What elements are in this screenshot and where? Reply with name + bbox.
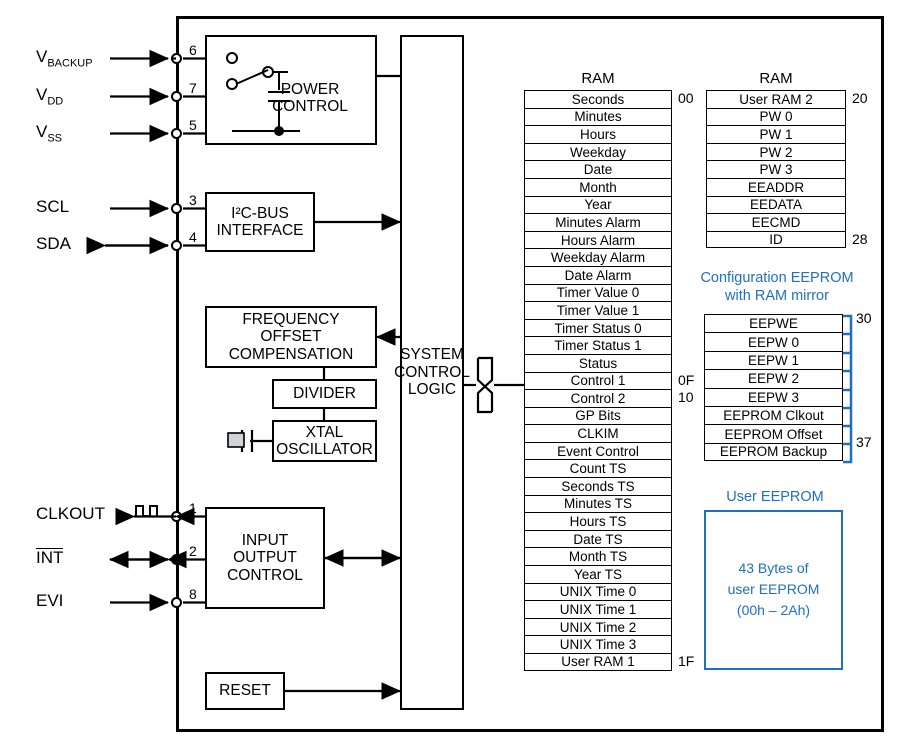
ram-main-row: Control 1	[524, 372, 672, 390]
config-eeprom-address-30: 30	[856, 310, 872, 326]
config-eeprom-row: EEPW 0	[704, 332, 843, 350]
ram-main-row: Event Control	[524, 442, 672, 460]
ram-main-row: Seconds	[524, 90, 672, 108]
signal-label-int: INT	[36, 548, 64, 567]
ram-main-row: GP Bits	[524, 407, 672, 425]
ram-main-row: UNIX Time 1	[524, 600, 672, 618]
ram-main-row: Hours Alarm	[524, 231, 672, 249]
ram-main-row: Status	[524, 354, 672, 372]
block-system-control-logic	[394, 35, 470, 710]
signal-label-vss: $V_{SS}$	[36, 122, 63, 145]
block-i2c-interface-label: I²C-BUS INTERFACE	[216, 204, 304, 239]
config-eeprom-row: EEPW 1	[704, 351, 843, 369]
ram-main-row: Date	[524, 160, 672, 178]
config-eeprom-title-line1: Configuration EEPROM	[700, 270, 854, 286]
user-eeprom-body	[706, 558, 841, 621]
user-eeprom-line2: user EEPROM	[727, 581, 820, 597]
ram-second-row: PW 1	[706, 125, 846, 143]
ram-main-row: Month TS	[524, 547, 672, 565]
ram-main-title: RAM	[581, 70, 615, 87]
ram-main-row: Date TS	[524, 530, 672, 548]
ram-second-title: RAM	[759, 70, 793, 87]
user-eeprom-box	[704, 510, 843, 670]
ram-main-row: User RAM 1	[524, 653, 672, 671]
config-eeprom-column	[704, 314, 843, 461]
config-eeprom-row: EEPW 3	[704, 388, 843, 406]
block-xtal-oscillator-label: XTAL OSCILLATOR	[276, 423, 373, 458]
pin-6	[171, 53, 182, 64]
ram-second-column	[706, 70, 846, 248]
signal-label-vdd: $V_{DD}$	[36, 85, 64, 108]
pin-1	[171, 511, 182, 522]
pin-number-5: 5	[189, 117, 197, 133]
signal-label-vbackup: $V_{BACKUP}$	[36, 47, 93, 70]
ram-main-address: 1F	[678, 653, 695, 670]
pin-3	[171, 203, 182, 214]
config-eeprom-address-37: 37	[856, 434, 872, 450]
ram-main-row: CLKIM	[524, 424, 672, 442]
ram-main-row: Timer Value 0	[524, 284, 672, 302]
pin-number-7: 7	[189, 80, 197, 96]
ram-main-row: Control 2	[524, 389, 672, 407]
ram-second-address: 28	[852, 230, 868, 247]
pin-number-6: 6	[189, 42, 197, 58]
pin-7	[171, 91, 182, 102]
ram-main-row: Timer Value 1	[524, 301, 672, 319]
block-divider	[272, 379, 377, 409]
block-frequency-offset	[205, 306, 377, 368]
pin-number-3: 3	[189, 192, 197, 208]
ram-main-row: UNIX Time 3	[524, 635, 672, 653]
user-eeprom-title: User EEPROM	[726, 489, 824, 505]
ram-main-row: Timer Status 1	[524, 336, 672, 354]
signal-label-scl: SCL	[36, 197, 70, 216]
pin-number-1: 1	[189, 500, 197, 516]
config-eeprom-row: EEPW 2	[704, 369, 843, 387]
ram-main-row: Weekday	[524, 143, 672, 161]
ram-main-row: Month	[524, 178, 672, 196]
ram-main-row: Minutes	[524, 108, 672, 126]
ram-second-row: ID	[706, 231, 846, 249]
config-eeprom-row: EEPWE	[704, 314, 843, 332]
block-system-control-logic-label: SYSTEM CONTROL LOGIC	[394, 346, 470, 399]
ram-second-address: 20	[852, 90, 868, 106]
ram-second-row: EEADDR	[706, 178, 846, 196]
ram-second-row: PW 3	[706, 160, 846, 178]
ram-main-row: Hours TS	[524, 512, 672, 530]
ram-main-row: Weekday Alarm	[524, 248, 672, 266]
ram-main-row: Minutes TS	[524, 495, 672, 513]
block-io-control-label: INPUT OUTPUT CONTROL	[227, 531, 303, 584]
ram-main-row: Year	[524, 196, 672, 214]
block-xtal-oscillator	[272, 420, 377, 462]
pin-4	[171, 240, 182, 251]
ram-second-row: PW 2	[706, 143, 846, 161]
config-eeprom-title-line2: with RAM mirror	[725, 288, 829, 304]
block-reset	[205, 672, 285, 710]
ram-main-row: Count TS	[524, 459, 672, 477]
user-eeprom-line1: 43 Bytes of	[738, 560, 809, 576]
block-frequency-offset-label: FREQUENCY OFFSET COMPENSATION	[228, 310, 354, 363]
block-reset-label: RESET	[219, 682, 271, 700]
ram-main-address: 00	[678, 90, 694, 106]
ram-second-row: EEDATA	[706, 196, 846, 214]
signal-label-clkout: CLKOUT	[36, 504, 105, 523]
block-power-control	[205, 35, 377, 145]
ram-main-row: UNIX Time 2	[524, 618, 672, 636]
config-eeprom-row: EEPROM Backup	[704, 443, 843, 461]
block-power-control-label: POWER CONTROL	[272, 81, 348, 116]
ram-second-row: EECMD	[706, 213, 846, 231]
ram-main-column	[524, 70, 672, 671]
config-eeprom-row: EEPROM Clkout	[704, 406, 843, 424]
ram-main-row: Timer Status 0	[524, 319, 672, 337]
pin-number-8: 8	[189, 586, 197, 602]
block-divider-label: DIVIDER	[293, 385, 356, 403]
user-eeprom-line3: (00h – 2Ah)	[736, 602, 811, 618]
ram-main-row: Date Alarm	[524, 266, 672, 284]
signal-label-evi: EVI	[36, 591, 64, 610]
pin-5	[171, 128, 182, 139]
ram-main-row: Year TS	[524, 565, 672, 583]
pin-2	[171, 554, 182, 565]
ram-main-row: Hours	[524, 125, 672, 143]
pin-number-4: 4	[189, 229, 197, 245]
block-io-control	[205, 507, 325, 609]
ram-main-address: 0F	[678, 371, 695, 388]
pin-8	[171, 597, 182, 608]
ram-main-address: 10	[678, 389, 694, 406]
ram-main-row: Minutes Alarm	[524, 213, 672, 231]
pin-number-2: 2	[189, 543, 197, 559]
signal-label-sda: SDA	[36, 234, 71, 253]
ram-main-row: UNIX Time 0	[524, 583, 672, 601]
ram-main-row: Seconds TS	[524, 477, 672, 495]
ram-second-row: User RAM 2	[706, 90, 846, 108]
config-eeprom-row: EEPROM Offset	[704, 424, 843, 442]
block-i2c-interface	[205, 192, 315, 252]
ram-second-row: PW 0	[706, 108, 846, 126]
